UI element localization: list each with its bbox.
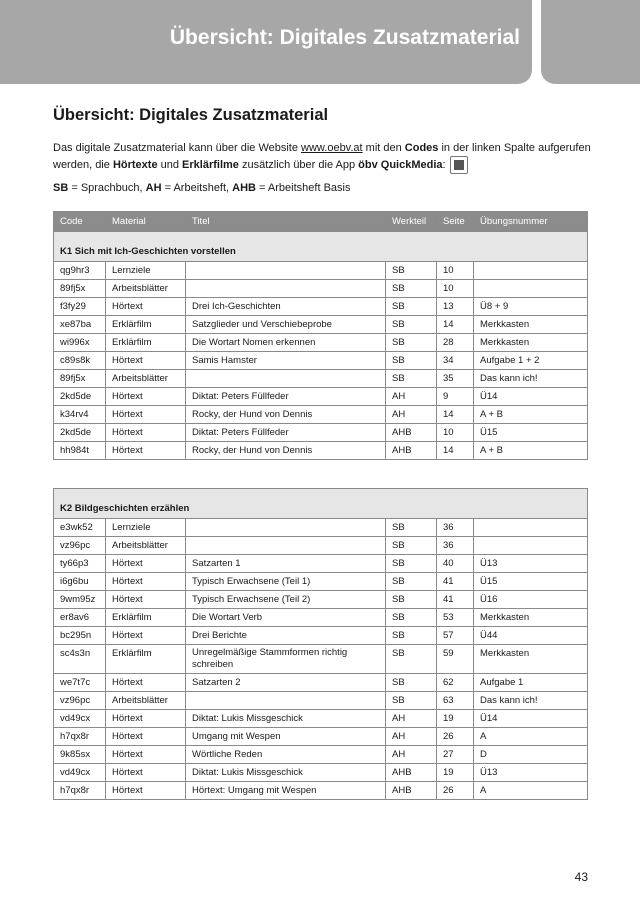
intro-bold: öbv QuickMedia bbox=[358, 158, 443, 171]
intro-bold: Hörtexte bbox=[112, 158, 158, 171]
table-row bbox=[54, 555, 588, 573]
cell-seite: 62 bbox=[437, 674, 474, 692]
cell-code: 9wm95z bbox=[54, 591, 106, 609]
cell-seite: 10 bbox=[437, 262, 474, 280]
cell-uebungsnummer: Merkkasten bbox=[474, 609, 588, 627]
page-number: 43 bbox=[574, 870, 588, 884]
table-row bbox=[54, 609, 588, 627]
cell-werkteil: SB bbox=[386, 298, 437, 316]
cell-uebungsnummer: Ü13 bbox=[474, 764, 588, 782]
table-row bbox=[54, 280, 588, 298]
cell-werkteil: SB bbox=[386, 334, 437, 352]
cell-titel: Umgang mit Wespen bbox=[186, 728, 386, 746]
cell-titel: Satzarten 2 bbox=[186, 674, 386, 692]
cell-code: 89fj5x bbox=[54, 370, 106, 388]
section-row bbox=[54, 489, 588, 519]
cell-werkteil: AH bbox=[386, 728, 437, 746]
cell-material: Hörtext bbox=[106, 442, 186, 460]
cell-uebungsnummer: A bbox=[474, 728, 588, 746]
col-header-code: Code bbox=[54, 212, 106, 232]
cell-code: xe87ba bbox=[54, 316, 106, 334]
cell-material: Hörtext bbox=[106, 352, 186, 370]
cell-uebungsnummer: Ü15 bbox=[474, 573, 588, 591]
cell-uebungsnummer: Aufgabe 1 + 2 bbox=[474, 352, 588, 370]
abbreviation-legend bbox=[53, 182, 350, 194]
header-banner bbox=[0, 0, 532, 84]
table-row bbox=[54, 406, 588, 424]
cell-titel: Typisch Erwachsene (Teil 1) bbox=[186, 573, 386, 591]
table-row bbox=[54, 728, 588, 746]
table-row bbox=[54, 424, 588, 442]
table-row bbox=[54, 764, 588, 782]
banner-title: Übersicht: Digitales Zusatzmaterial bbox=[169, 26, 520, 49]
intro-text: zusätzlich über die App bbox=[238, 158, 359, 171]
cell-material: Lernziele bbox=[106, 519, 186, 537]
cell-titel bbox=[186, 262, 386, 280]
intro-bold: Codes bbox=[404, 142, 439, 154]
cell-werkteil: SB bbox=[386, 645, 437, 674]
cell-code: i6g6bu bbox=[54, 573, 106, 591]
cell-uebungsnummer: Ü14 bbox=[474, 710, 588, 728]
material-table-k2 bbox=[53, 488, 588, 800]
cell-seite: 41 bbox=[437, 591, 474, 609]
cell-material: Arbeitsblätter bbox=[106, 537, 186, 555]
cell-werkteil: SB bbox=[386, 370, 437, 388]
intro-text: mit den bbox=[362, 142, 405, 154]
table-row bbox=[54, 746, 588, 764]
header-banner-tab bbox=[541, 0, 640, 84]
cell-werkteil: SB bbox=[386, 609, 437, 627]
cell-uebungsnummer: Ü13 bbox=[474, 555, 588, 573]
legend-abbr: AH bbox=[145, 182, 162, 194]
cell-titel: Die Wortart Verb bbox=[186, 609, 386, 627]
cell-titel: Satzglieder und Verschiebeprobe bbox=[186, 316, 386, 334]
cell-werkteil: AHB bbox=[386, 442, 437, 460]
cell-material: Hörtext bbox=[106, 627, 186, 645]
cell-uebungsnummer bbox=[474, 280, 588, 298]
cell-seite: 57 bbox=[437, 627, 474, 645]
cell-material: Hörtext bbox=[106, 782, 186, 800]
cell-uebungsnummer: D bbox=[474, 746, 588, 764]
cell-code: f3fy29 bbox=[54, 298, 106, 316]
cell-werkteil: SB bbox=[386, 627, 437, 645]
section-title: K1 Sich mit Ich-Geschichten vorstellen bbox=[54, 232, 588, 262]
cell-material: Arbeitsblätter bbox=[106, 692, 186, 710]
table-header-row bbox=[54, 212, 588, 232]
cell-code: qg9hr3 bbox=[54, 262, 106, 280]
cell-titel: Diktat: Lukis Missgeschick bbox=[186, 710, 386, 728]
cell-code: vd49cx bbox=[54, 710, 106, 728]
cell-titel: Hörtext: Umgang mit Wespen bbox=[186, 782, 386, 800]
cell-material: Hörtext bbox=[106, 555, 186, 573]
cell-titel bbox=[186, 519, 386, 537]
cell-werkteil: SB bbox=[386, 692, 437, 710]
cell-uebungsnummer: Aufgabe 1 bbox=[474, 674, 588, 692]
intro-text: : bbox=[442, 158, 446, 171]
cell-titel bbox=[186, 370, 386, 388]
cell-titel bbox=[186, 280, 386, 298]
cell-code: er8av6 bbox=[54, 609, 106, 627]
cell-material: Hörtext bbox=[106, 746, 186, 764]
cell-werkteil: SB bbox=[386, 537, 437, 555]
legend-abbr: AHB bbox=[232, 182, 256, 194]
cell-titel: Rocky, der Hund von Dennis bbox=[186, 406, 386, 424]
cell-seite: 59 bbox=[437, 645, 474, 674]
table-row bbox=[54, 519, 588, 537]
website-link[interactable]: www.oebv.at bbox=[301, 142, 363, 154]
cell-code: 9k85sx bbox=[54, 746, 106, 764]
page-title: Übersicht: Digitales Zusatzmaterial bbox=[53, 106, 329, 124]
cell-uebungsnummer: Das kann ich! bbox=[474, 370, 588, 388]
cell-code: k34rv4 bbox=[54, 406, 106, 424]
cell-werkteil: AHB bbox=[386, 782, 437, 800]
intro-paragraph bbox=[53, 140, 593, 174]
table-row bbox=[54, 388, 588, 406]
cell-code: h7qx8r bbox=[54, 782, 106, 800]
material-table-k1 bbox=[53, 211, 588, 460]
cell-seite: 26 bbox=[437, 782, 474, 800]
cell-titel bbox=[186, 692, 386, 710]
cell-titel: Typisch Erwachsene (Teil 2) bbox=[186, 591, 386, 609]
cell-seite: 19 bbox=[437, 710, 474, 728]
table-row bbox=[54, 573, 588, 591]
cell-werkteil: AH bbox=[386, 710, 437, 728]
cell-seite: 35 bbox=[437, 370, 474, 388]
legend-text: = Arbeitsheft, bbox=[161, 182, 233, 194]
cell-werkteil: SB bbox=[386, 573, 437, 591]
table-row bbox=[54, 334, 588, 352]
intro-text: in der linken Spalte aufgerufen werden, die bbox=[53, 142, 591, 171]
table-row bbox=[54, 782, 588, 800]
cell-werkteil: SB bbox=[386, 316, 437, 334]
table-row bbox=[54, 627, 588, 645]
table-row bbox=[54, 316, 588, 334]
cell-titel: Diktat: Lukis Missgeschick bbox=[186, 764, 386, 782]
cell-werkteil: AH bbox=[386, 406, 437, 424]
cell-uebungsnummer: Merkkasten bbox=[474, 316, 588, 334]
cell-code: ty66p3 bbox=[54, 555, 106, 573]
cell-code: we7t7c bbox=[54, 674, 106, 692]
cell-material: Hörtext bbox=[106, 764, 186, 782]
cell-code: 2kd5de bbox=[54, 424, 106, 442]
cell-uebungsnummer bbox=[474, 262, 588, 280]
cell-titel: Unregelmäßige Stammformen richtig schreiben bbox=[186, 645, 386, 674]
cell-material: Erklärfilm bbox=[106, 334, 186, 352]
cell-material: Lernziele bbox=[106, 262, 186, 280]
cell-material: Hörtext bbox=[106, 424, 186, 442]
cell-werkteil: SB bbox=[386, 280, 437, 298]
intro-bold: Erklärfilme bbox=[182, 158, 239, 171]
cell-code: 89fj5x bbox=[54, 280, 106, 298]
cell-werkteil: SB bbox=[386, 262, 437, 280]
cell-seite: 63 bbox=[437, 692, 474, 710]
cell-code: bc295n bbox=[54, 627, 106, 645]
intro-text: und bbox=[157, 158, 183, 171]
cell-titel: Satzarten 1 bbox=[186, 555, 386, 573]
cell-seite: 53 bbox=[437, 609, 474, 627]
cell-code: vd49cx bbox=[54, 764, 106, 782]
intro-text: Das digitale Zusatzmaterial kann über die Website bbox=[53, 142, 302, 154]
col-header-uebungsnummer: Übungsnummer bbox=[474, 212, 588, 232]
table-row bbox=[54, 692, 588, 710]
cell-material: Hörtext bbox=[106, 388, 186, 406]
cell-uebungsnummer: Ü8 + 9 bbox=[474, 298, 588, 316]
cell-code: 2kd5de bbox=[54, 388, 106, 406]
cell-code: e3wk52 bbox=[54, 519, 106, 537]
cell-seite: 27 bbox=[437, 746, 474, 764]
cell-uebungsnummer: Ü14 bbox=[474, 388, 588, 406]
cell-werkteil: SB bbox=[386, 674, 437, 692]
cell-titel: Diktat: Peters Füllfeder bbox=[186, 424, 386, 442]
cell-code: c89s8k bbox=[54, 352, 106, 370]
table-row bbox=[54, 442, 588, 460]
section-title: K2 Bildgeschichten erzählen bbox=[54, 489, 588, 519]
cell-material: Hörtext bbox=[106, 591, 186, 609]
cell-werkteil: AH bbox=[386, 388, 437, 406]
table-row bbox=[54, 262, 588, 280]
cell-material: Hörtext bbox=[106, 573, 186, 591]
table-row bbox=[54, 591, 588, 609]
cell-uebungsnummer bbox=[474, 537, 588, 555]
cell-seite: 19 bbox=[437, 764, 474, 782]
cell-uebungsnummer: Merkkasten bbox=[474, 334, 588, 352]
cell-werkteil: AH bbox=[386, 746, 437, 764]
cell-titel: Samis Hamster bbox=[186, 352, 386, 370]
cell-werkteil: SB bbox=[386, 519, 437, 537]
col-header-titel: Titel bbox=[186, 212, 386, 232]
cell-material: Erklärfilm bbox=[106, 609, 186, 627]
cell-material: Arbeitsblätter bbox=[106, 370, 186, 388]
cell-uebungsnummer: Das kann ich! bbox=[474, 692, 588, 710]
cell-titel bbox=[186, 537, 386, 555]
cell-uebungsnummer: A bbox=[474, 782, 588, 800]
cell-titel: Diktat: Peters Füllfeder bbox=[186, 388, 386, 406]
cell-code: h7qx8r bbox=[54, 728, 106, 746]
cell-titel: Drei Ich-Geschichten bbox=[186, 298, 386, 316]
cell-seite: 10 bbox=[437, 424, 474, 442]
cell-seite: 9 bbox=[437, 388, 474, 406]
cell-seite: 14 bbox=[437, 406, 474, 424]
cell-seite: 40 bbox=[437, 555, 474, 573]
cell-material: Hörtext bbox=[106, 406, 186, 424]
table-row bbox=[54, 537, 588, 555]
legend-abbr: SB bbox=[53, 182, 69, 194]
table-row bbox=[54, 298, 588, 316]
cell-uebungsnummer: Ü15 bbox=[474, 424, 588, 442]
cell-seite: 36 bbox=[437, 519, 474, 537]
section-row bbox=[54, 232, 588, 262]
cell-seite: 34 bbox=[437, 352, 474, 370]
cell-uebungsnummer: Merkkasten bbox=[474, 645, 588, 674]
cell-code: hh984t bbox=[54, 442, 106, 460]
cell-code: wi996x bbox=[54, 334, 106, 352]
cell-seite: 36 bbox=[437, 537, 474, 555]
table-row bbox=[54, 645, 588, 674]
cell-uebungsnummer bbox=[474, 519, 588, 537]
cell-code: sc4s3n bbox=[54, 645, 106, 674]
cell-werkteil: AHB bbox=[386, 424, 437, 442]
table-row bbox=[54, 370, 588, 388]
cell-uebungsnummer: A + B bbox=[474, 406, 588, 424]
col-header-seite: Seite bbox=[437, 212, 474, 232]
table-row bbox=[54, 674, 588, 692]
cell-seite: 26 bbox=[437, 728, 474, 746]
cell-seite: 14 bbox=[437, 316, 474, 334]
cell-werkteil: SB bbox=[386, 591, 437, 609]
cell-werkteil: AHB bbox=[386, 764, 437, 782]
table-row bbox=[54, 352, 588, 370]
cell-uebungsnummer: A + B bbox=[474, 442, 588, 460]
col-header-werkteil: Werkteil bbox=[386, 212, 437, 232]
cell-uebungsnummer: Ü44 bbox=[474, 627, 588, 645]
cell-uebungsnummer: Ü16 bbox=[474, 591, 588, 609]
cell-titel: Rocky, der Hund von Dennis bbox=[186, 442, 386, 460]
cell-titel: Wörtliche Reden bbox=[186, 746, 386, 764]
cell-werkteil: SB bbox=[386, 352, 437, 370]
cell-titel: Drei Berichte bbox=[186, 627, 386, 645]
cell-seite: 28 bbox=[437, 334, 474, 352]
cell-code: vz96pc bbox=[54, 692, 106, 710]
cell-material: Hörtext bbox=[106, 298, 186, 316]
cell-seite: 14 bbox=[437, 442, 474, 460]
cell-seite: 13 bbox=[437, 298, 474, 316]
cell-material: Erklärfilm bbox=[106, 645, 186, 674]
qr-code-icon bbox=[450, 156, 468, 174]
cell-seite: 10 bbox=[437, 280, 474, 298]
cell-werkteil: SB bbox=[386, 555, 437, 573]
cell-material: Hörtext bbox=[106, 674, 186, 692]
legend-text: = Arbeitsheft Basis bbox=[256, 182, 351, 194]
cell-titel: Die Wortart Nomen erkennen bbox=[186, 334, 386, 352]
cell-material: Erklärfilm bbox=[106, 316, 186, 334]
legend-text: = Sprachbuch, bbox=[68, 182, 146, 194]
cell-material: Arbeitsblätter bbox=[106, 280, 186, 298]
col-header-material: Material bbox=[106, 212, 186, 232]
cell-material: Hörtext bbox=[106, 728, 186, 746]
cell-seite: 41 bbox=[437, 573, 474, 591]
cell-material: Hörtext bbox=[106, 710, 186, 728]
table-row bbox=[54, 710, 588, 728]
cell-code: vz96pc bbox=[54, 537, 106, 555]
